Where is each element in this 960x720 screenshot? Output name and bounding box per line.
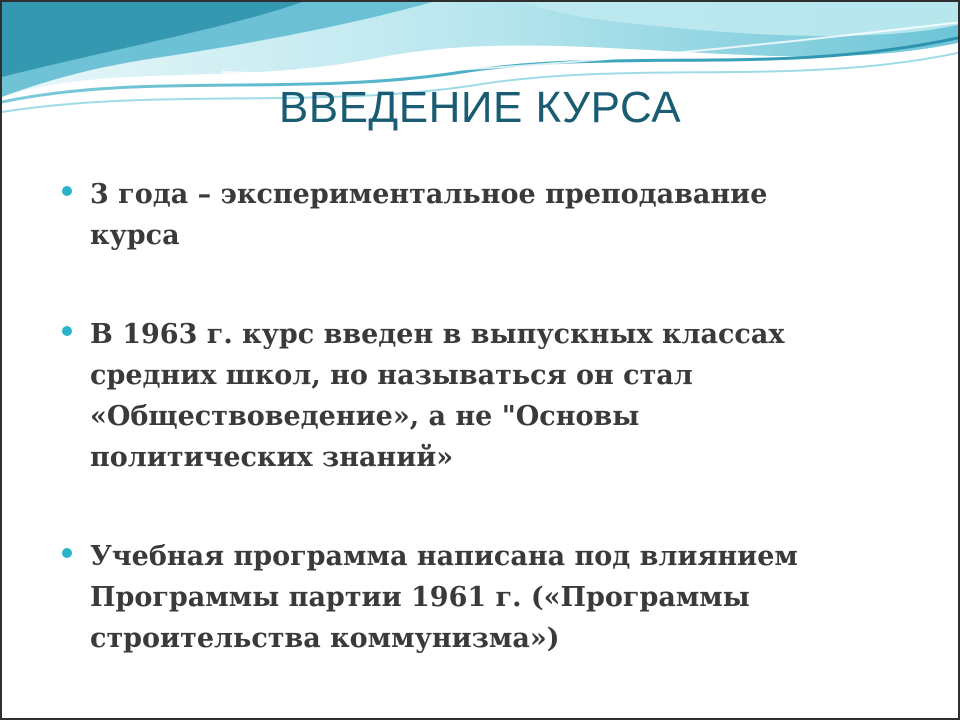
bullet-text: В 1963 г. курс введен в выпускных классах средних школ, но называться он стал «Обществоведение», а не "Основы политических знаний» (90, 319, 785, 473)
bullet-item (62, 314, 822, 478)
bullet-text: Учебная программа написана под влиянием Программы партии 1961 г. («Программы строительства коммунизма») (90, 541, 798, 654)
slide-title: ВВЕДЕНИЕ КУРСА (278, 83, 682, 132)
bullet-text: 3 года – экспериментальное преподавание курса (90, 179, 768, 251)
bullet-marker-icon (62, 186, 72, 196)
bullet-item (62, 536, 822, 659)
bullet-list (62, 174, 822, 659)
bullet-marker-icon (62, 326, 72, 336)
bullet-item (62, 174, 822, 256)
bullet-marker-icon (62, 548, 72, 558)
